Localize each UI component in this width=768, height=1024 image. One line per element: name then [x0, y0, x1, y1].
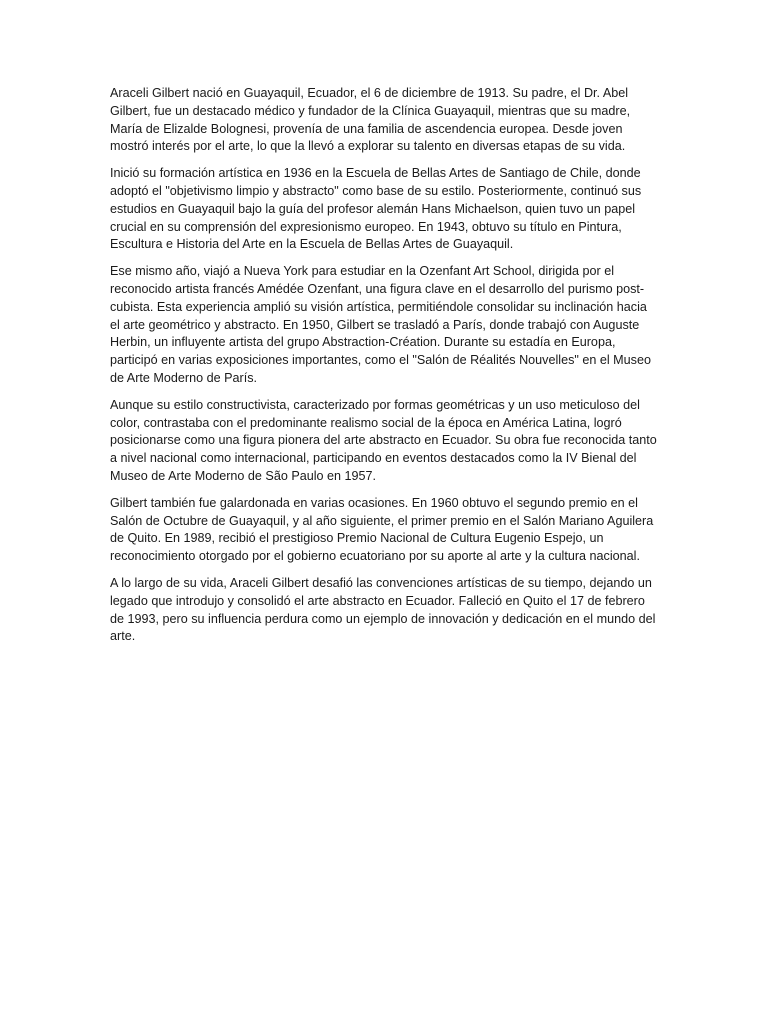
paragraph-6: A lo largo de su vida, Araceli Gilbert desafió las convenciones artísticas de su tiempo, dejando un legado que introdujo y consolidó el arte abstracto en Ecuador. Falleció en Quito el 17 de febrero de 1993, pero su influencia perdura como un ejemplo de innovación y dedicación en el mundo del arte. [110, 575, 656, 644]
paragraph-2: Inició su formación artística en 1936 en la Escuela de Bellas Artes de Santiago de Chile, donde adoptó el "objetivismo limpio y abstracto" como base de su estilo. Posteriormente, continuó sus estudios en Guayaquil bajo la guía del profesor alemán Hans Michaelson, quien tuvo un papel crucial en su comprensión del expresionismo europeo. En 1943, obtuvo su título en Pintura, Escultura e Historia del Arte en la Escuela de Bellas Artes de Guayaquil. [110, 166, 642, 252]
document-body [110, 85, 658, 655]
paragraph-5: Gilbert también fue galardonada en varias ocasiones. En 1960 obtuvo el segundo premio en el Salón de Octubre de Guayaquil, y al año siguiente, el primer premio en el Salón Mariano Aguilera de Quito. En 1989, recibió el prestigioso Premio Nacional de Cultura Eugenio Espejo, un reconocimiento otorgado por el gobierno ecuatoriano por su aporte al arte y la cultura nacional. [110, 495, 654, 564]
paragraph-3: Ese mismo año, viajó a Nueva York para estudiar en la Ozenfant Art School, dirigida por el reconocido artista francés Amédée Ozenfant, una figura clave en el desarrollo del purismo post-cubista. Esta experiencia amplió su visión artística, permitiéndole consolidar su inclinación hacia el arte geométrico y abstracto. En 1950, Gilbert se trasladó a París, donde trabajó con Auguste Herbin, un influyente artista del grupo Abstraction-Création. Durante su estadía en Europa, participó en varias exposiciones importantes, como el "Salón de Réalités Nouvelles" en el Museo de Arte Moderno de París. [110, 264, 651, 385]
paragraph-4: Aunque su estilo constructivista, caracterizado por formas geométricas y un uso meticuloso del color, contrastaba con el predominante realismo social de la época en América Latina, logró posicionarse como una figura pionera del arte abstracto en Ecuador. Su obra fue reconocida tanto a nivel nacional como internacional, participando en eventos destacados como la IV Bienal del Museo de Arte Moderno de São Paulo en 1957. [110, 397, 657, 483]
paragraph-1: Araceli Gilbert nació en Guayaquil, Ecuador, el 6 de diciembre de 1913. Su padre, el Dr. Abel Gilbert, fue un destacado médico y fundador de la Clínica Guayaquil, mientras que su madre, María de Elizalde Bolognesi, provenía de una familia de ascendencia europea. Desde joven mostró interés por el arte, lo que la llevó a explorar su talento en diversas etapas de su vida. [110, 86, 631, 154]
